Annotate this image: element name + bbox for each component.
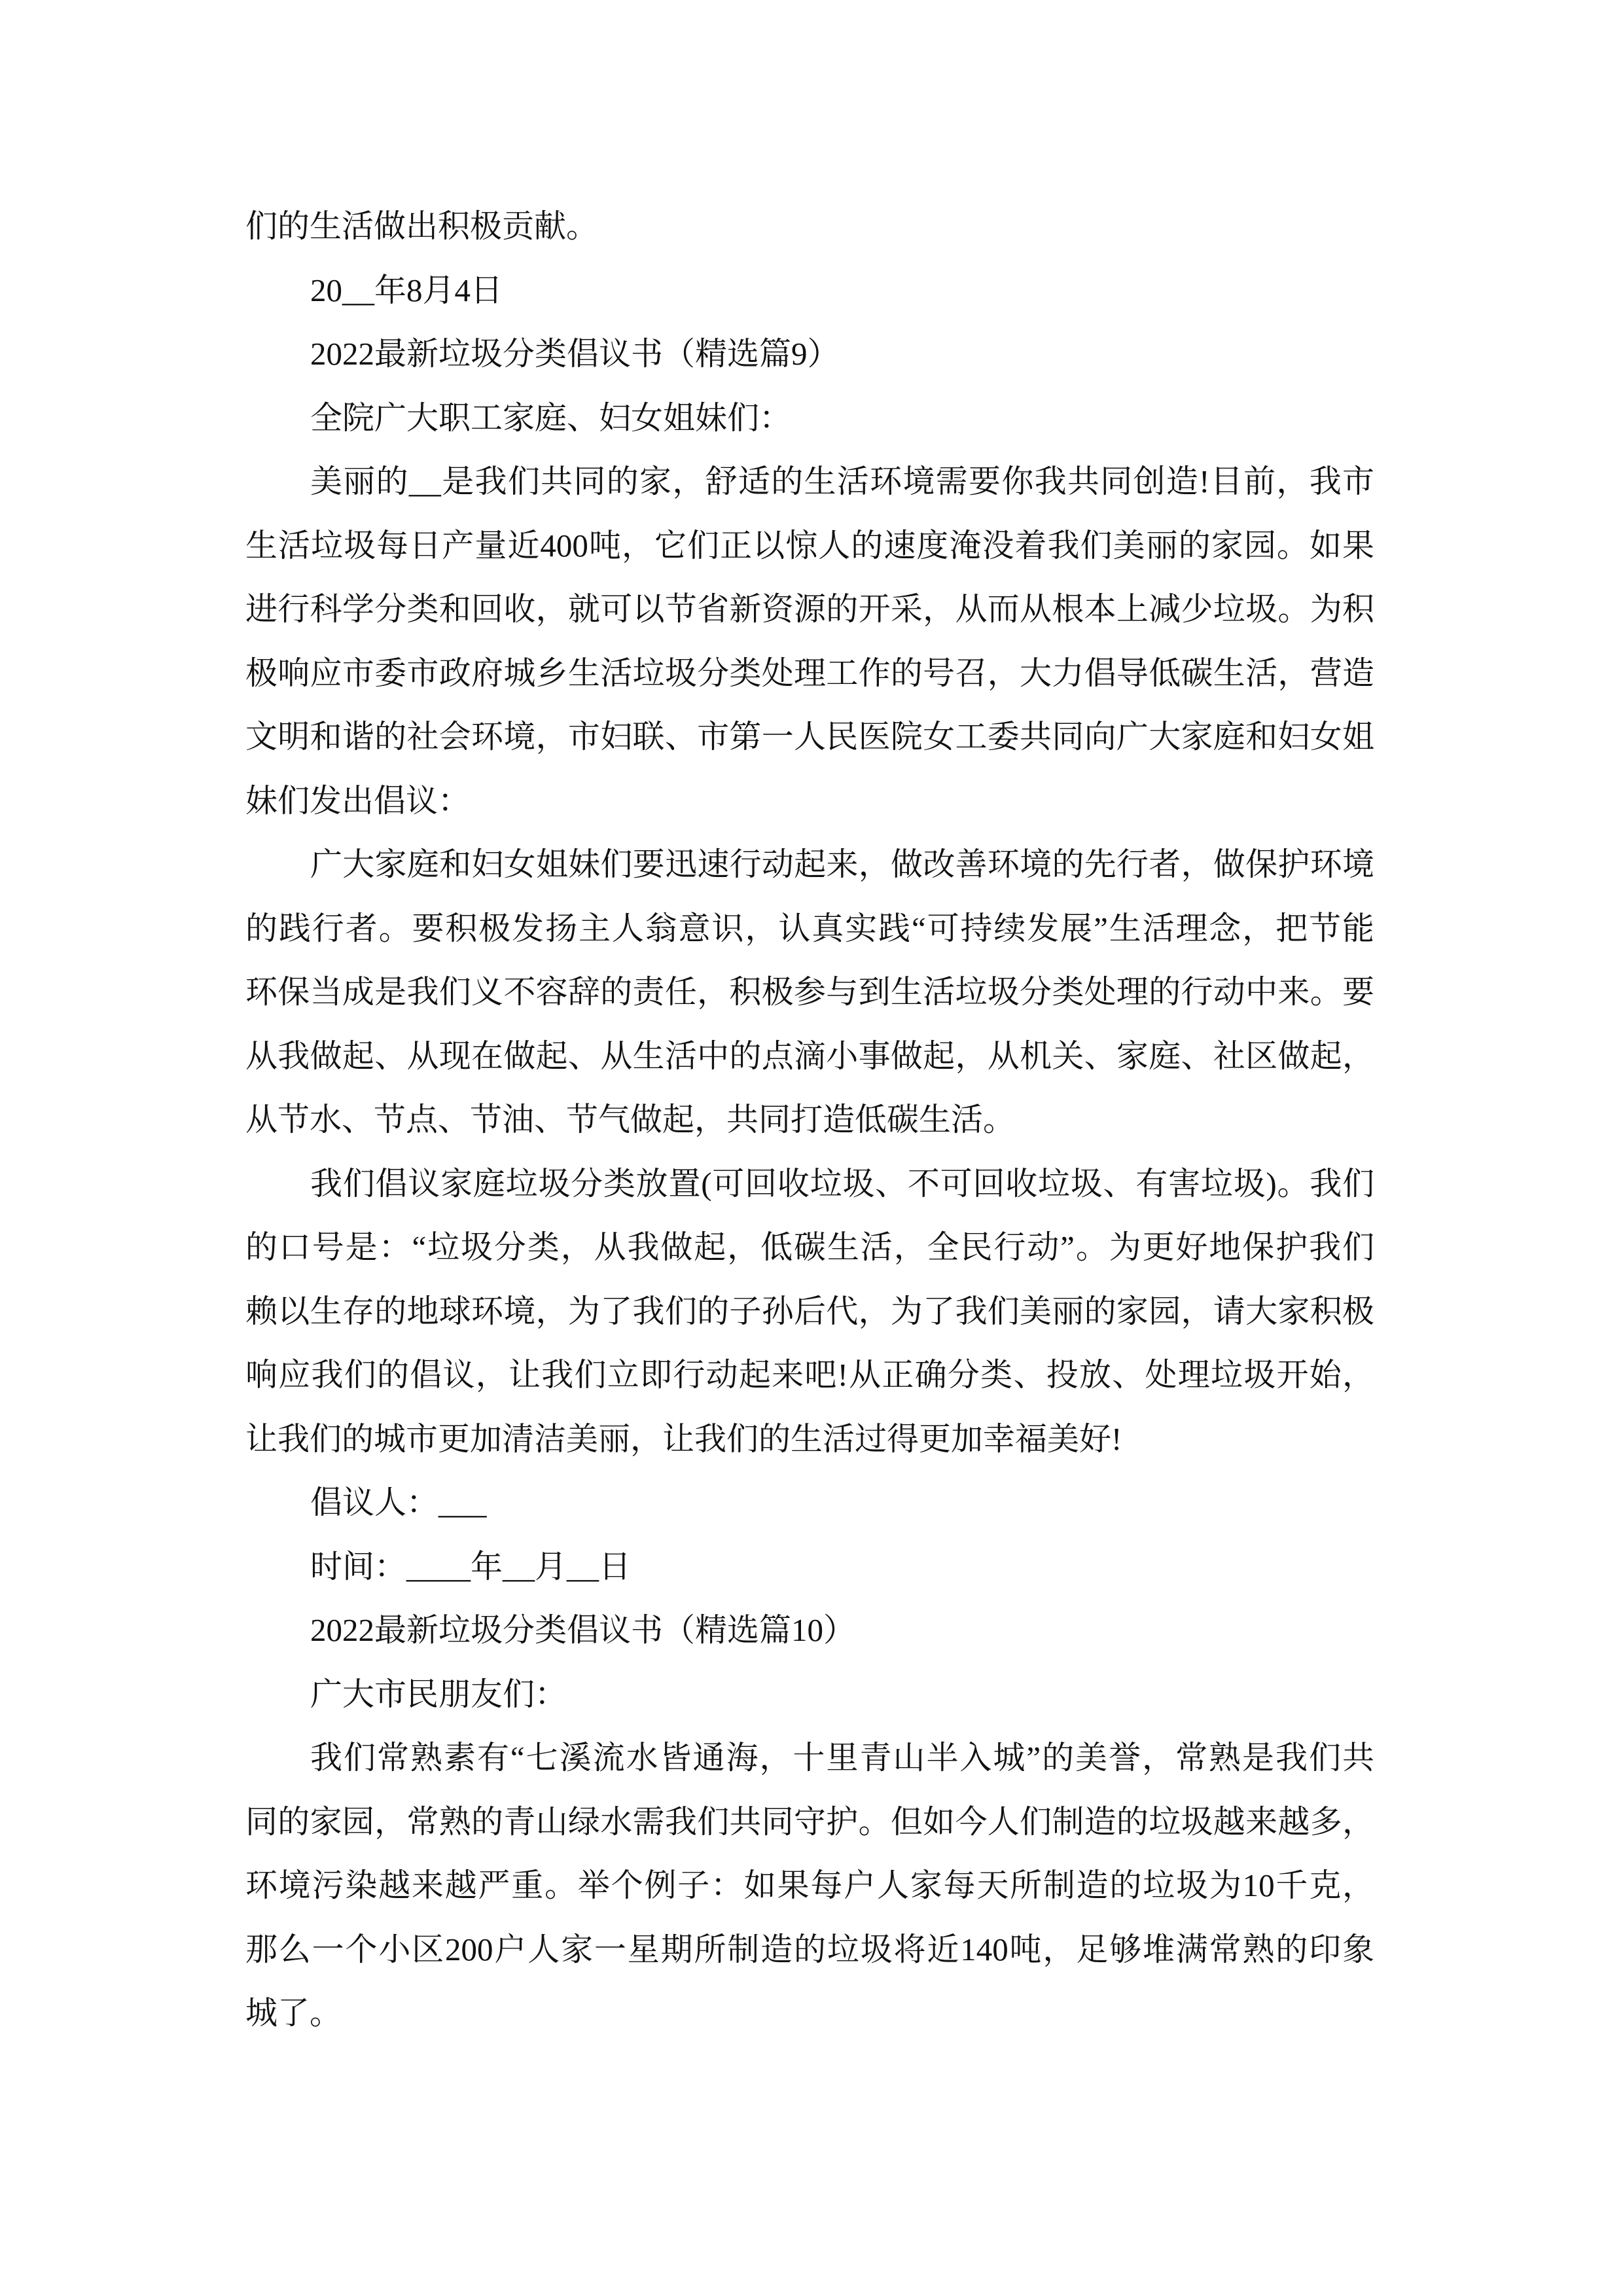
text-line: 文明和谐的社会环境，市妇联、市第一人民医院女工委共同向广大家庭和妇女姐 bbox=[245, 719, 1374, 755]
text-line: 极响应市委市政府城乡生活垃圾分类处理工作的号召，大力倡导低碳生活，营造 bbox=[245, 655, 1374, 691]
text-line: 我们倡议家庭垃圾分类放置(可回收垃圾、不可回收垃圾、有害垃圾)。我们 bbox=[310, 1166, 1374, 1202]
text-line: 我们常熟素有“七溪流水皆通海，十里青山半入城”的美誉，常熟是我们共 bbox=[310, 1740, 1374, 1776]
date-line: 时间：____年__月__日 bbox=[310, 1549, 632, 1585]
text-line: 从我做起、从现在做起、从生活中的点滴小事做起，从机关、家庭、社区做起， bbox=[245, 1038, 1374, 1074]
text-line: 城了。 bbox=[245, 1995, 342, 2031]
date-line: 20__年8月4日 bbox=[310, 272, 503, 308]
text-line: 的践行者。要积极发扬主人翁意识，认真实践“可持续发展”生活理念，把节能 bbox=[245, 910, 1374, 946]
text-line: 从节水、节点、节油、节气做起，共同打造低碳生活。 bbox=[245, 1102, 1016, 1138]
signer-line: 倡议人：___ bbox=[310, 1484, 487, 1520]
text-line: 进行科学分类和回收，就可以节省新资源的开采，从而从根本上减少垃圾。为积 bbox=[245, 591, 1374, 627]
text-line: 响应我们的倡议，让我们立即行动起来吧!从正确分类、投放、处理垃圾开始， bbox=[245, 1357, 1374, 1393]
text-line: 广大家庭和妇女姐妹们要迅速行动起来，做改善环境的先行者，做保护环境 bbox=[310, 846, 1374, 882]
text-line: 美丽的__是我们共同的家，舒适的生活环境需要你我共同创造!目前，我市 bbox=[310, 463, 1374, 499]
text-line: 同的家园，常熟的青山绿水需我们共同守护。但如今人们制造的垃圾越来越多， bbox=[245, 1804, 1374, 1840]
text-line: 让我们的城市更加清洁美丽，让我们的生活过得更加幸福美好! bbox=[245, 1421, 1122, 1457]
salutation: 广大市民朋友们： bbox=[310, 1676, 567, 1712]
text-line: 那么一个小区200户人家一星期所制造的垃圾将近140吨，足够堆满常熟的印象 bbox=[245, 1931, 1374, 1967]
text-line: 环境污染越来越严重。举个例子：如果每户人家每天所制造的垃圾为10千克， bbox=[245, 1867, 1374, 1903]
section-title: 2022最新垃圾分类倡议书（精选篇10） bbox=[310, 1612, 856, 1648]
text-line: 生活垃圾每日产量近400吨，它们正以惊人的速度淹没着我们美丽的家园。如果 bbox=[245, 528, 1374, 564]
text-line: 环保当成是我们义不容辞的责任，积极参与到生活垃圾分类处理的行动中来。要 bbox=[245, 974, 1374, 1010]
text-line: 们的生活做出积极贡献。 bbox=[245, 208, 599, 244]
text-line: 的口号是：“垃圾分类，从我做起，低碳生活，全民行动”。为更好地保护我们 bbox=[245, 1229, 1374, 1265]
text-line: 赖以生存的地球环境，为了我们的子孙后代，为了我们美丽的家园，请大家积极 bbox=[245, 1293, 1374, 1329]
section-title: 2022最新垃圾分类倡议书（精选篇9） bbox=[310, 336, 840, 372]
text-line: 妹们发出倡议： bbox=[245, 783, 471, 819]
salutation: 全院广大职工家庭、妇女姐妹们： bbox=[310, 400, 792, 436]
